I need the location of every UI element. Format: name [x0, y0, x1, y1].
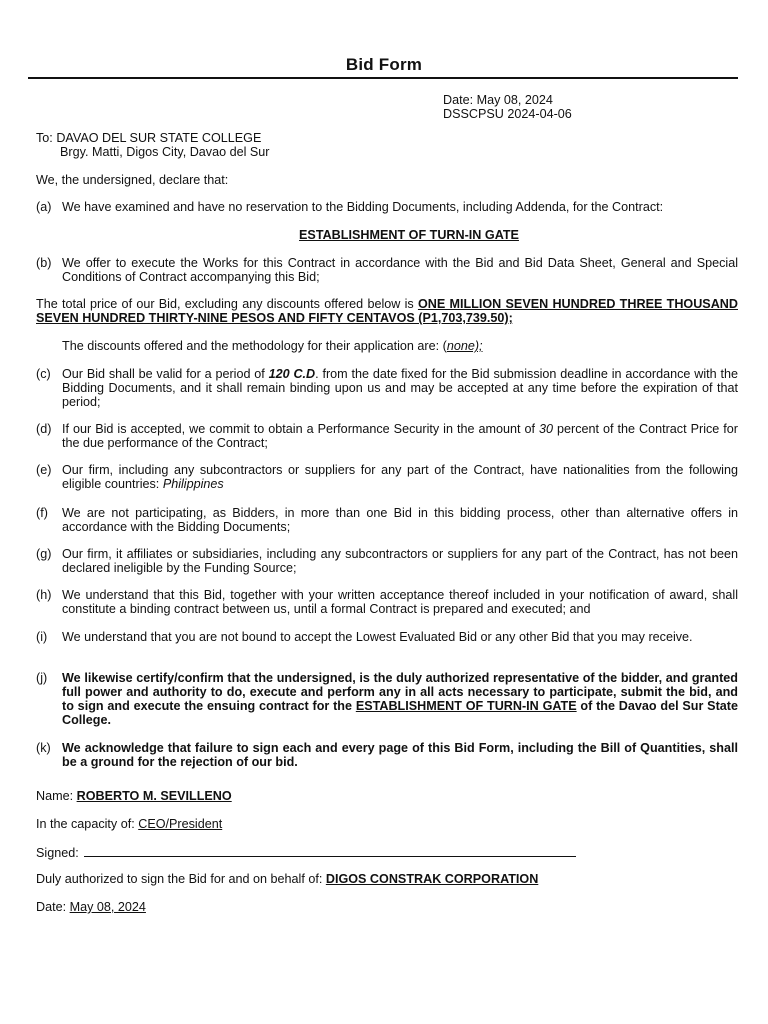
- item-g: [36, 547, 738, 575]
- to-prefix: To:: [36, 131, 57, 145]
- item-a-label: (a): [36, 200, 52, 214]
- item-d-label: (d): [36, 422, 52, 436]
- intro-text: We, the undersigned, declare that:: [36, 173, 229, 187]
- item-c-label: (c): [36, 367, 51, 381]
- signed-line: [36, 845, 576, 860]
- item-b-text: We offer to execute the Works for this Contract in accordance with the Bid and Bid Data Sheet, General and Special Conditions of Contract accompanying this Bid;: [62, 256, 738, 284]
- discounts-value: none);: [446, 339, 483, 353]
- item-g-text: Our firm, it affiliates or subsidiaries, including any subcontractors or suppliers for any part of the Contract, has not been declared ineligible by the Funding Source;: [62, 547, 738, 575]
- item-d-text: [62, 422, 738, 450]
- item-k: [36, 741, 738, 769]
- total-price-amount: ONE MILLION SEVEN HUNDRED THREE THOUSAND SEVEN HUNDRED THIRTY-NINE PESOS AND FIFTY CENTAVOS (P1,703,739.50);: [36, 297, 738, 325]
- signatory-capacity: CEO/President: [138, 817, 223, 831]
- item-d-post: percent of the Contract Price for the due performance of the Contract;: [62, 422, 738, 450]
- total-price-paragraph: [36, 297, 738, 325]
- item-c-text: [62, 367, 738, 409]
- item-f-text: We are not participating, as Bidders, in more than one Bid in this bidding process, other than alternative offers in accordance with the Bidding Documents;: [62, 506, 738, 534]
- validity-period: 120 C.D: [268, 367, 316, 381]
- item-h-label: (h): [36, 588, 52, 602]
- signatory-date-line: [36, 900, 146, 914]
- signatory-date: May 08, 2024: [69, 900, 146, 914]
- item-j-post: of the Davao del Sur State College.: [62, 699, 738, 727]
- item-i: [36, 630, 738, 644]
- item-b: [36, 256, 738, 284]
- addressee-name: DAVAO DEL SUR STATE COLLEGE: [56, 131, 262, 145]
- item-j: [36, 671, 738, 727]
- signatory-date-label: Date:: [36, 900, 70, 914]
- item-h-text: We understand that this Bid, together with your written acceptance thereof included in your notification of award, shall constitute a binding contract between us, until a formal Contract is prepared and executed; and: [62, 588, 738, 616]
- item-e-text: [62, 463, 738, 491]
- reference-number: DSSCPSU 2024-04-06: [443, 107, 572, 121]
- item-c-post: . from the date fixed for the Bid submission deadline in accordance with the Bidding Documents, and it shall remain binding upon us and may be accepted at any time before the expiration of that period;: [62, 367, 738, 409]
- addressee-line: [36, 131, 261, 145]
- discounts-line: [62, 339, 483, 353]
- item-e-label: (e): [36, 463, 52, 477]
- item-c: [36, 367, 738, 409]
- authorized-label: Duly authorized to sign the Bid for and on behalf of:: [36, 872, 326, 886]
- item-a-text: We have examined and have no reservation to the Bidding Documents, including Addenda, for the Contract:: [62, 200, 664, 214]
- signatory-name: ROBERTO M. SEVILLENO: [76, 789, 232, 803]
- date-line: Date: May 08, 2024: [443, 93, 553, 107]
- item-d-pre: If our Bid is accepted, we commit to obtain a Performance Security in the amount of: [62, 422, 539, 436]
- item-i-label: (i): [36, 630, 48, 644]
- page-title: Bid Form: [345, 55, 423, 74]
- authorized-line: [36, 872, 538, 886]
- item-g-label: (g): [36, 547, 52, 561]
- capacity-label: In the capacity of:: [36, 817, 139, 831]
- project-title: ESTABLISHMENT OF TURN-IN GATE: [299, 228, 519, 242]
- item-j-text: [62, 671, 738, 727]
- company-name: DIGOS CONSTRAK CORPORATION: [325, 872, 539, 886]
- security-percent: 30: [538, 422, 553, 436]
- total-price-prefix: The total price of our Bid, excluding any discounts offered below is: [36, 297, 418, 311]
- item-e: [36, 463, 738, 491]
- signature-blank: [84, 845, 576, 857]
- capacity-line: [36, 817, 222, 831]
- item-a: [36, 200, 738, 214]
- discounts-prefix: The discounts offered and the methodology for their application are: (: [62, 339, 447, 353]
- item-d: [36, 422, 738, 450]
- item-h: [36, 588, 738, 616]
- item-j-pre: We likewise certify/confirm that the undersigned, is the duly authorized representative of the bidder, and granted full power and authority to do, execute and perform any in all acts necessary to participate, submit the bid, and to sign and execute the ensuing contract for the: [62, 671, 738, 713]
- item-k-text: We acknowledge that failure to sign each and every page of this Bid Form, including the Bill of Quantities, shall be a ground for the rejection of our bid.: [62, 741, 738, 769]
- name-label: Name:: [36, 789, 77, 803]
- item-f: [36, 506, 738, 534]
- eligible-countries: Philippines: [162, 477, 224, 491]
- item-j-project: ESTABLISHMENT OF TURN-IN GATE: [355, 699, 577, 713]
- item-i-text: We understand that you are not bound to accept the Lowest Evaluated Bid or any other Bid that you may receive.: [62, 630, 693, 644]
- signed-label: Signed:: [36, 846, 83, 860]
- signatory-name-line: [36, 789, 232, 803]
- item-j-label: (j): [36, 671, 48, 685]
- addressee-address: Brgy. Matti, Digos City, Davao del Sur: [60, 145, 270, 159]
- item-c-pre: Our Bid shall be valid for a period of: [62, 367, 269, 381]
- item-b-label: (b): [36, 256, 52, 270]
- item-k-label: (k): [36, 741, 51, 755]
- item-f-label: (f): [36, 506, 48, 520]
- title-underline-rule: [28, 77, 738, 79]
- item-e-pre: Our firm, including any subcontractors or suppliers for any part of the Contract, have nationalities from the following eligible countries:: [62, 463, 738, 491]
